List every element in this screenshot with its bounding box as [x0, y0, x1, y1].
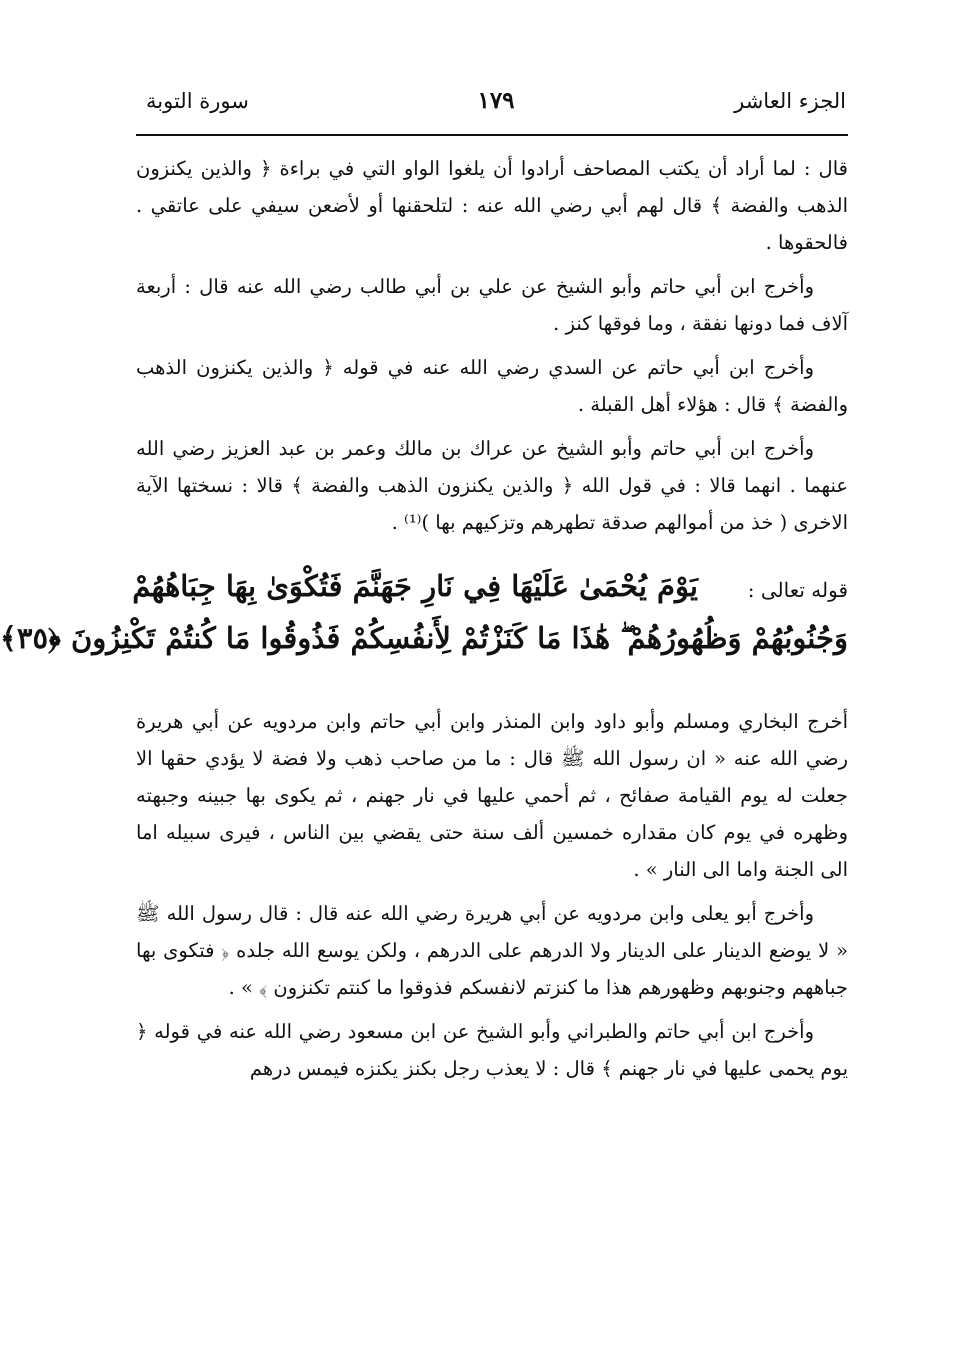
verse-line: وَجُنُوبُهُمْ وَظُهُورُهُمْ ۖ هَٰذَا مَا كَنَزْتُمْ لِأَنفُسِكُمْ فَذُوقُوا مَا كُنتُمْ تَكْنِزُونَ ﴿٣٥﴾: [0, 621, 848, 655]
paragraph: وأخرج ابن أبي حاتم عن السدي رضي الله عنه في قوله ﴿ والذين يكنزون الذهب والفضة ﴾ قال : هؤلاء أهل القبلة .: [136, 356, 848, 416]
paragraph: قال : لما أراد أن يكتب المصاحف أرادوا أن يلغوا الواو التي في براءة ﴿ والذين يكنزون الذهب والفضة ﴾ قال لهم أبي رضي الله عنه : لتلحقنها أو لأضعن سيفي على عاتقي . فالحقوها .: [136, 157, 848, 254]
verse-line: يَوْمَ يُحْمَىٰ عَلَيْهَا فِي نَارِ جَهَنَّمَ فَتُكْوَىٰ بِهَا جِبَاهُهُمْ: [132, 569, 698, 603]
verse-intro-label: قوله تعالى :: [747, 578, 848, 602]
page-header: [146, 86, 846, 126]
paragraph: وأخرج ابن أبي حاتم والطبراني وأبو الشيخ عن ابن مسعود رضي الله عنه في قوله ﴿ يوم يحمى عليها في نار جهنم ﴾ قال : لا يعذب رجل بكنز يكنزه فيمس درهم: [136, 1020, 848, 1080]
running-head-part: الجزء العاشر: [734, 89, 846, 113]
header-divider: [136, 134, 848, 136]
page-body: [0, 150, 848, 1220]
paragraph: وأخرج ابن أبي حاتم وأبو الشيخ عن علي بن أبي طالب رضي الله عنه قال : أربعة آلاف فما دونها نفقة ، وما فوقها كنز .: [136, 275, 848, 335]
page-number: ١٧٩: [477, 87, 515, 114]
running-head-surah: سورة التوبة: [146, 89, 249, 113]
paragraph: أخرج البخاري ومسلم وأبو داود وابن المنذر وابن أبي حاتم وابن مردويه عن أبي هريرة رضي الله عنه « ان رسول الله ﷺ قال : ما من صاحب ذهب ولا فضة لا يؤدي حقها الا جعلت له يوم القيامة صفائح ، ثم أحمي عليها في نار جهنم ، ثم يكوى بها جبينه وجبهته وظهره في يوم كان مقداره خمسين ألف سنة حتى يقضي بين الناس ، فيرى سبيله اما الى الجنة واما الى النار » .: [136, 710, 848, 881]
paragraph: وأخرج ابن أبي حاتم وأبو الشيخ عن عراك بن مالك وعمر بن عبد العزيز رضي الله عنهما . انهما قالا : في قول الله ﴿ والذين يكنزون الذهب والفضة ﴾ قالا : نسختها الآية الاخرى ( خذ من أموالهم صدقة تطهرهم وتزكيهم بها )⁽¹⁾ .: [136, 437, 848, 534]
quran-verse-block: [0, 561, 848, 673]
paragraph: وأخرج أبو يعلى وابن مردويه عن أبي هريرة رضي الله عنه قال : قال رسول الله ﷺ « لا يوضع الدينار على الدينار ولا الدرهم على الدرهم ، ولكن يوسع الله جلده ﴿ فتكوى بها جباههم وجنوبهم وظهورهم هذا ما كنزتم لانفسكم فذوقوا ما كنتم تكنزون ﴾ » .: [136, 902, 848, 999]
